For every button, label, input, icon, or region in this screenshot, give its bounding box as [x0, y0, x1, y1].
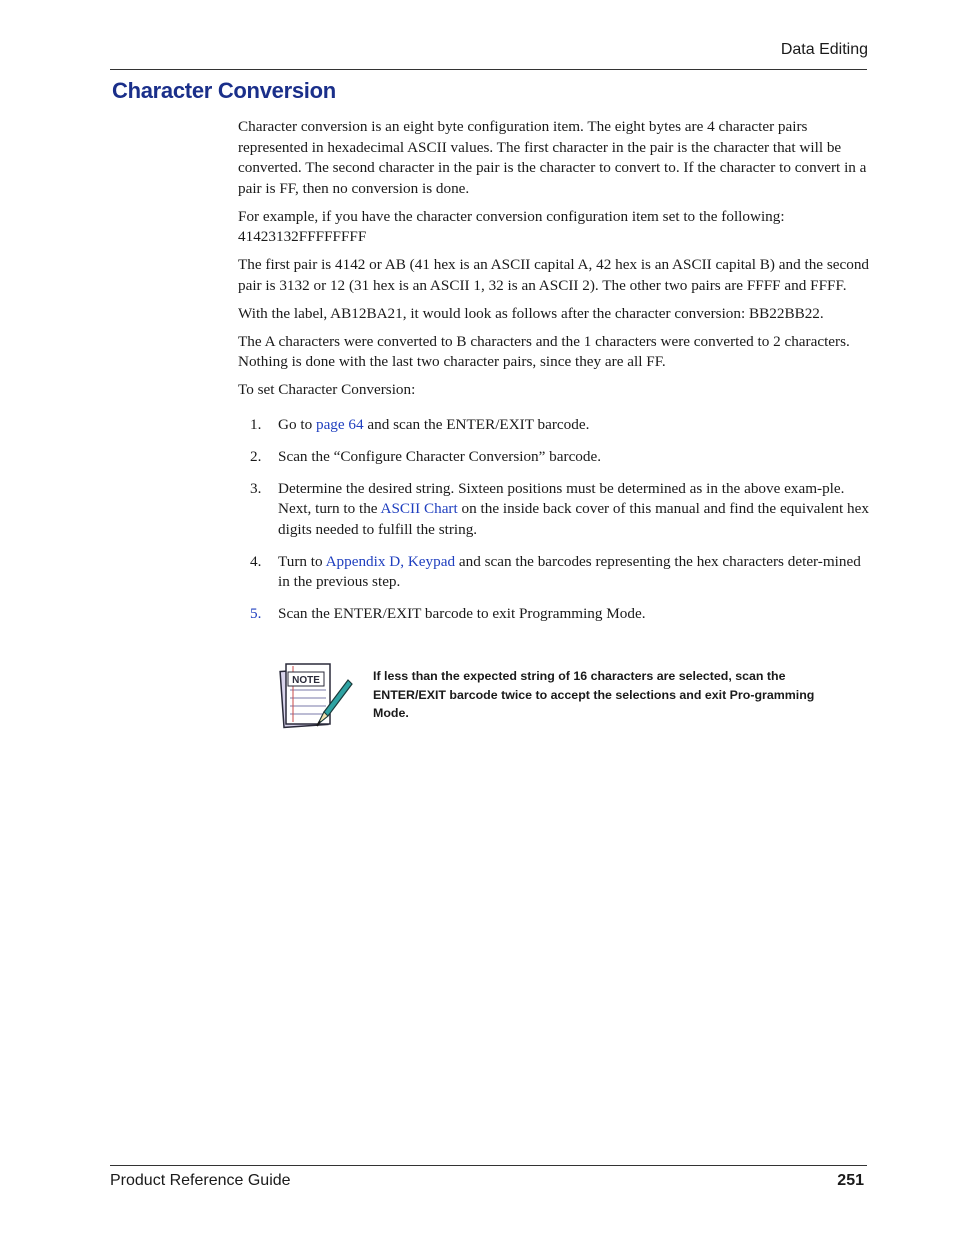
step-text: and scan the barcodes representing the hex characters deter-mined in the previous step.: [278, 552, 861, 590]
step-text: Turn to: [278, 552, 326, 570]
paragraph-line: For example, if you have the character conversion configuration item set to the following:: [238, 207, 785, 225]
page-number: 251: [837, 1172, 864, 1189]
step-number: 1.: [250, 415, 262, 433]
paragraph: Character conversion is an eight byte configuration item. The eight bytes are 4 character pairs represented in hexadecimal ASCII values. The first character in the pair is the character that will be converted. The second character in the pair is the character to convert to. If the character to convert in a pair is FF, then no conversion is done.: [238, 118, 867, 197]
paragraph: The A characters were converted to B characters and the 1 characters were converted to 2 characters. Nothing is done with the last two character pairs, since they are all FF.: [238, 332, 850, 370]
step-number: 3.: [250, 479, 262, 497]
step-item: [238, 479, 870, 541]
steps-list: [238, 415, 870, 625]
step-item: [238, 552, 870, 593]
note-icon: [276, 660, 354, 730]
step-number: 2.: [250, 447, 262, 465]
footer-rule: [110, 1165, 867, 1166]
note-box: [276, 660, 836, 732]
step-text: Scan the ENTER/EXIT barcode to exit Programming Mode.: [278, 605, 646, 622]
step-item: [238, 447, 870, 468]
body-text: [238, 117, 870, 636]
ascii-chart-link[interactable]: ASCII Chart: [380, 500, 458, 517]
step-item: [238, 415, 870, 436]
paragraph: With the label, AB12BA21, it would look as follows after the character conversion: BB22BB22.: [238, 304, 824, 322]
step-text: Go to: [278, 415, 316, 433]
step-text: Determine the desired string. Sixteen positions must be determined as in the above exam-ple. Next, turn to the: [278, 479, 845, 517]
step-text: and scan the ENTER/EXIT barcode.: [363, 415, 590, 433]
paragraph: To set Character Conversion:: [238, 381, 416, 398]
step-number: 5.: [250, 605, 262, 622]
header-rule: [110, 69, 867, 70]
appendix-d-keypad-link[interactable]: Appendix D, Keypad: [325, 552, 456, 570]
note-text: If less than the expected string of 16 characters are selected, scan the ENTER/EXIT barcode twice to accept the selections and exit Pro-gramming Mode.: [373, 669, 815, 720]
step-text: Scan the “Configure Character Conversion” barcode.: [278, 447, 602, 465]
footer-guide-title: Product Reference Guide: [110, 1172, 291, 1189]
paragraph: The first pair is 4142 or AB (41 hex is an ASCII capital A, 42 hex is an ASCII capital B) and the second pair is 3132 or 12 (31 hex is an ASCII 1, 32 is an ASCII 2). The other two pairs are FFFF and FFFF.: [238, 256, 870, 294]
note-icon-label: NOTE: [292, 675, 320, 686]
page-64-link[interactable]: page 64: [315, 415, 364, 433]
paragraph: [238, 207, 870, 248]
step-number: 4.: [250, 552, 262, 570]
step-text: on the inside back cover of this manual and find the equivalent hex digits needed to fulfill the string.: [278, 500, 869, 538]
running-header: Data Editing: [780, 41, 868, 58]
step-item: [238, 604, 870, 625]
example-string: 41423132FFFFFFFF: [238, 228, 367, 245]
section-title: Character Conversion: [112, 78, 336, 103]
